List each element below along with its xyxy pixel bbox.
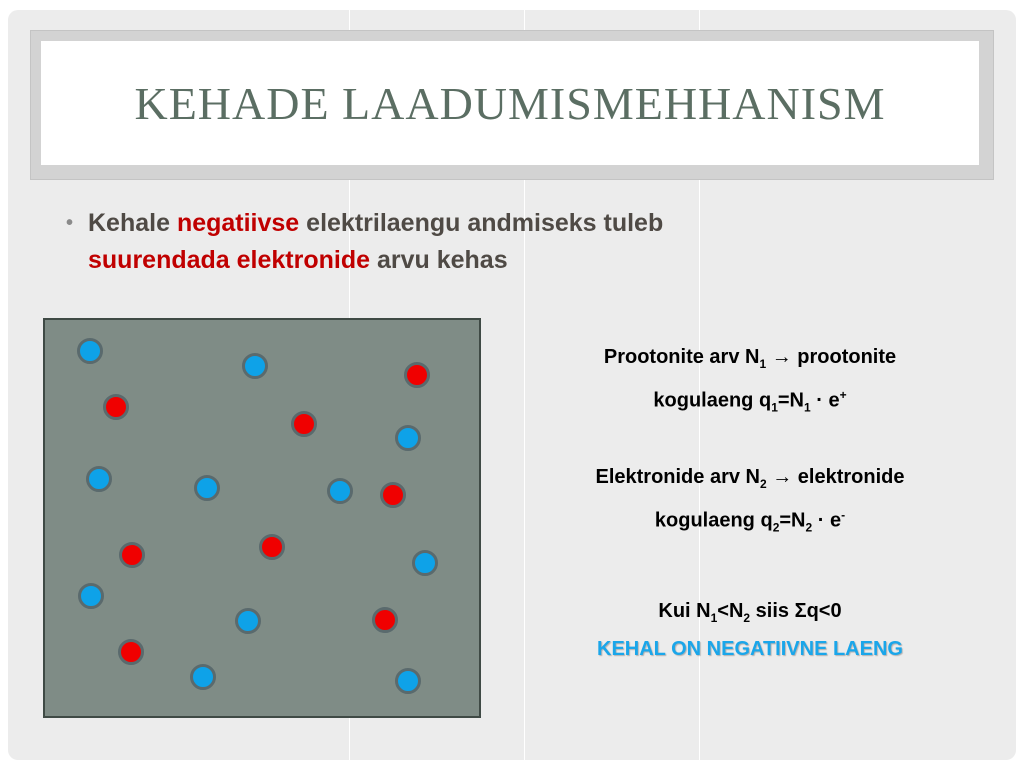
electron-particle [77, 338, 103, 364]
subscript: 1 [710, 611, 718, 625]
charged-body-diagram [43, 318, 481, 718]
superscript: + [839, 388, 847, 402]
bullet-highlight-electrons: suurendada elektronide [88, 246, 371, 274]
formula-text: =N [779, 509, 806, 532]
electrons-info [530, 462, 970, 544]
electron-particle [86, 466, 112, 492]
proton-particle [372, 607, 398, 633]
electron-particle [327, 478, 353, 504]
superscript: - [841, 508, 846, 522]
bullet-highlight-negative: negatiivse [176, 209, 300, 237]
negative-charge-conclusion: KEHAL ON NEGATIIVNE LAENG [597, 638, 903, 660]
proton-particle [119, 542, 145, 568]
proton-particle [404, 362, 430, 388]
formula-text: · e [812, 509, 842, 532]
title-box [41, 41, 979, 165]
subscript: 2 [805, 520, 813, 535]
proton-particle [118, 639, 144, 665]
bullet-text-part: Kehale [88, 209, 177, 237]
electrons-charge-label: kogulaeng q [654, 509, 773, 532]
conclusion-text: siis Σq<0 [750, 600, 842, 622]
electron-particle [395, 668, 421, 694]
protons-arrow-text: → prootonite [766, 346, 897, 368]
subscript: 2 [743, 611, 751, 625]
protons-charge-label: kogulaeng q [653, 389, 772, 412]
formula-text: =N [777, 389, 804, 412]
electrons-count-label: Elektronide arv N [595, 466, 760, 488]
bullet-text-part: arvu kehas [370, 246, 508, 274]
conclusion-text: Kui N [658, 600, 711, 622]
electron-particle [412, 550, 438, 576]
subscript: 2 [760, 477, 767, 491]
formula-text: · e [810, 389, 840, 412]
subscript: 1 [771, 400, 778, 415]
bullet-text [80, 205, 920, 279]
subscript: 1 [759, 357, 767, 371]
proton-particle [103, 394, 129, 420]
electron-particle [242, 353, 268, 379]
subscript: 2 [772, 520, 780, 535]
protons-info [530, 342, 970, 424]
electron-particle [235, 608, 261, 634]
protons-count-label: Prootonite arv N [603, 346, 760, 368]
bullet-point [66, 205, 920, 279]
electron-particle [395, 425, 421, 451]
slide-title: KEHADE LAADUMISMEHHANISM [134, 77, 886, 129]
electron-particle [78, 583, 104, 609]
conclusion-text: <N [717, 600, 744, 622]
bullet-dot-icon: • [66, 212, 74, 234]
proton-particle [380, 482, 406, 508]
subscript: 1 [804, 400, 811, 415]
proton-particle [291, 411, 317, 437]
electron-particle [194, 475, 220, 501]
bullet-text-part: elektrilaengu andmiseks tuleb [299, 209, 664, 237]
electrons-arrow-text: → elektronide [766, 466, 905, 488]
conclusion-info [530, 596, 970, 665]
proton-particle [259, 534, 285, 560]
electron-particle [190, 664, 216, 690]
